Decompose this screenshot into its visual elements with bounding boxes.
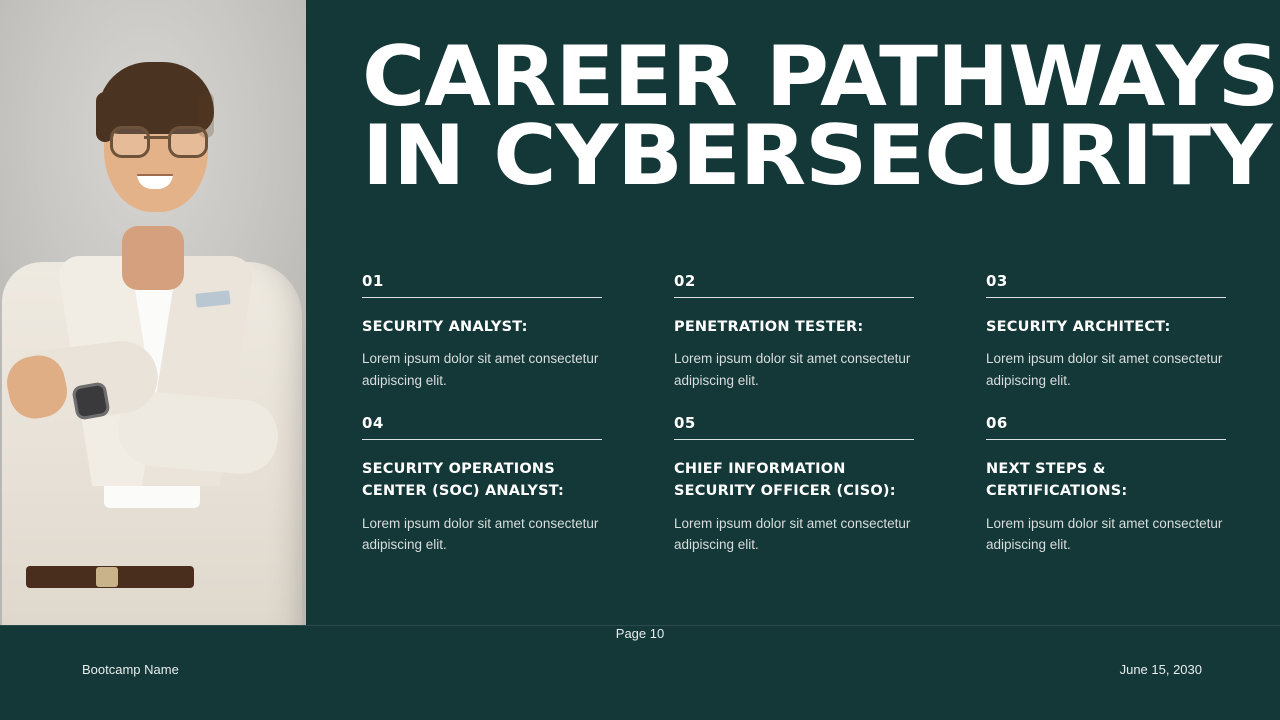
footer-date: June 15, 2030 [1119, 662, 1202, 677]
item-body: Lorem ipsum dolor sit amet consectetur adipiscing elit. [986, 515, 1223, 553]
wristwatch [71, 381, 110, 420]
slide-footer [0, 625, 1280, 720]
item-body: Lorem ipsum dolor sit amet consectetur adipiscing elit. [674, 351, 911, 389]
item-heading: PENETRATION TESTER: [674, 319, 864, 335]
neck [122, 226, 184, 290]
divider [986, 439, 1226, 440]
item-heading: SECURITY OPERATIONS CENTER (SOC) ANALYST: [362, 460, 565, 500]
item-number: 01 [362, 272, 384, 290]
page-title [362, 28, 1280, 204]
divider [362, 439, 602, 440]
list-item [362, 414, 602, 556]
item-heading: SECURITY ARCHITECT: [986, 319, 1171, 335]
item-number: 03 [986, 272, 1008, 290]
item-number: 04 [362, 413, 384, 432]
page-number: Page 10 [615, 626, 665, 641]
glasses-bridge [144, 136, 168, 139]
footer-left-label: Bootcamp Name [82, 662, 179, 677]
divider [986, 297, 1226, 298]
divider [362, 297, 602, 298]
glasses-lens-right [168, 126, 208, 158]
item-heading: CHIEF INFORMATION SECURITY OFFICER (CISO): [674, 460, 896, 500]
slide-content [306, 0, 1280, 720]
glasses-lens-left [110, 126, 150, 158]
item-body: Lorem ipsum dolor sit amet consectetur adipiscing elit. [674, 515, 911, 553]
title-line-1: CAREER PATHWAYS [362, 28, 1279, 125]
title-line-2: IN CYBERSECURITY [362, 106, 1272, 204]
list-item [986, 272, 1226, 392]
item-heading: NEXT STEPS & CERTIFICATIONS: [986, 460, 1128, 500]
pathway-grid [362, 272, 1252, 556]
list-item [674, 414, 914, 556]
divider [674, 439, 914, 440]
item-number: 05 [674, 413, 696, 432]
hair [98, 62, 214, 134]
list-item [362, 272, 602, 392]
item-number: 02 [674, 272, 696, 290]
belt-buckle [96, 567, 118, 587]
divider [674, 297, 914, 298]
item-heading: SECURITY ANALYST: [362, 319, 528, 335]
item-number: 06 [986, 413, 1008, 432]
portrait-photo [0, 0, 306, 626]
person-illustration [0, 0, 306, 626]
item-body: Lorem ipsum dolor sit amet consectetur adipiscing elit. [362, 351, 599, 389]
list-item [986, 414, 1226, 556]
item-body: Lorem ipsum dolor sit amet consectetur adipiscing elit. [986, 351, 1223, 389]
item-body: Lorem ipsum dolor sit amet consectetur adipiscing elit. [362, 515, 599, 553]
list-item [674, 272, 914, 392]
